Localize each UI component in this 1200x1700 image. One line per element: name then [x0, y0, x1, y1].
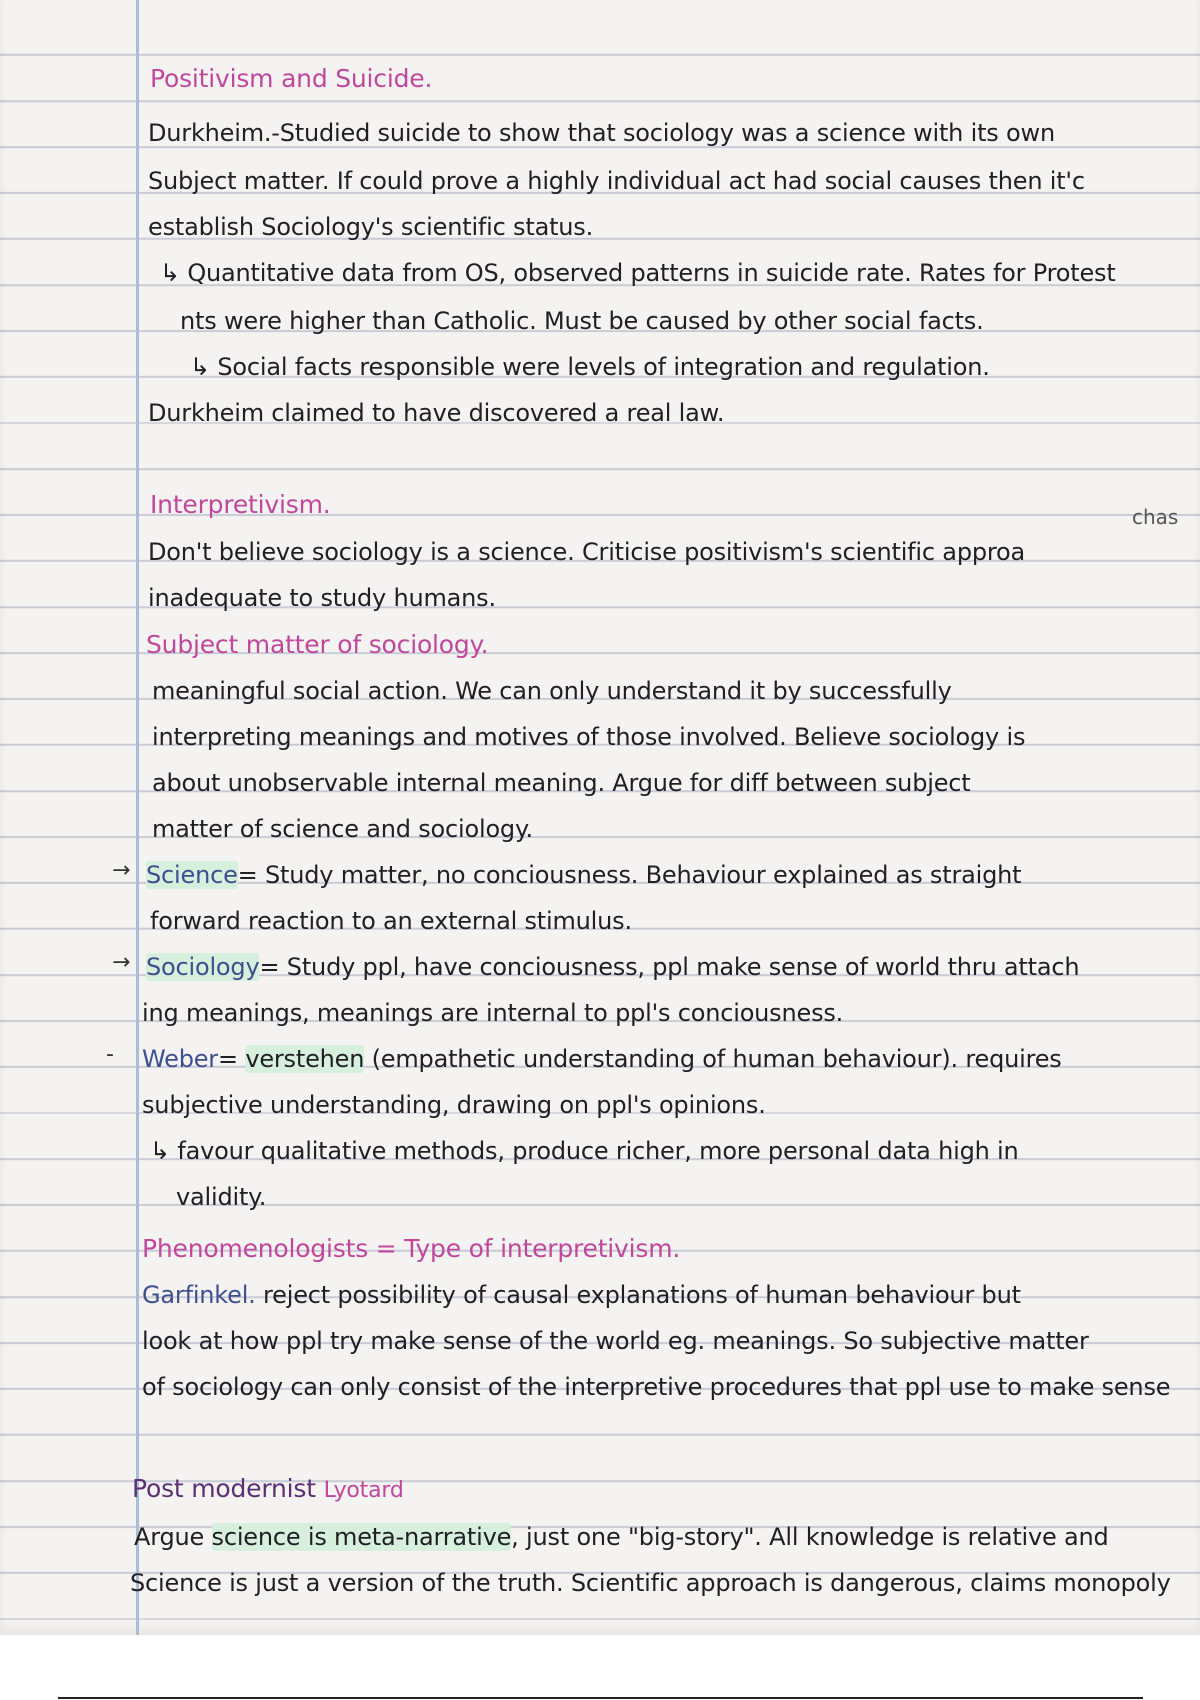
term-sociology: Sociology — [146, 953, 260, 981]
text-line: Durkheim claimed to have discovered a real law. — [148, 399, 725, 427]
weber-definition: (empathetic understanding of human behaviour). requires — [364, 1045, 1062, 1073]
term-weber: Weber — [142, 1045, 218, 1073]
meta-narrative-highlight: science is meta-narrative — [211, 1523, 512, 1551]
text-line: ing meanings, meanings are internal to ppl's conciousness. — [142, 999, 844, 1027]
footer-rule — [58, 1697, 1143, 1699]
text-line: Don't believe sociology is a science. Criticise positivism's scientific approa — [148, 538, 1026, 566]
postmodernist-label: Post modernist — [132, 1474, 316, 1503]
heading-positivism: Positivism and Suicide. — [150, 64, 433, 93]
name-garfinkel: Garfinkel. — [142, 1281, 256, 1309]
heading-subject-matter: Subject matter of sociology. — [146, 630, 489, 659]
text-line: ↳ Social facts responsible were levels of integration and regulation. — [190, 353, 990, 381]
term-verstehen: verstehen — [245, 1045, 365, 1073]
text-line: inadequate to study humans. — [148, 584, 496, 612]
text-line: Durkheim.-Studied suicide to show that sociology was a science with its own — [148, 119, 1055, 147]
text-line: look at how ppl try make sense of the world eg. meanings. So subjective matter — [142, 1327, 1089, 1355]
science-definition: = Study matter, no conciousness. Behaviour explained as straight — [237, 861, 1022, 889]
text-line: of sociology can only consist of the interpretive procedures that ppl use to make sense — [142, 1373, 1171, 1401]
text-line: nts were higher than Catholic. Must be caused by other social facts. — [180, 307, 984, 335]
text-line: Subject matter. If could prove a highly individual act had social causes then it'c — [148, 167, 1085, 195]
text-line: ↳ favour qualitative methods, produce richer, more personal data high in — [150, 1137, 1019, 1165]
text-line-weber — [142, 1044, 1062, 1074]
text-line: establish Sociology's scientific status. — [148, 213, 594, 241]
heading-phenomenologists: Phenomenologists = Type of interpretivism. — [142, 1234, 681, 1263]
text-line-postmodern-1 — [134, 1522, 1109, 1552]
name-lyotard: Lyotard — [323, 1478, 404, 1503]
arrow-icon: → — [112, 950, 131, 975]
postmodern-post: , just one "big-story". All knowledge is relative and — [511, 1523, 1109, 1551]
heading-interpretivism: Interpretivism. — [150, 490, 331, 519]
term-science: Science — [146, 861, 238, 889]
text-line: forward reaction to an external stimulus. — [150, 907, 632, 935]
text-line-garfinkel — [142, 1280, 1021, 1310]
heading-postmodernist — [132, 1474, 404, 1506]
text-line: about unobservable internal meaning. Argue for diff between subject — [152, 769, 971, 797]
text-line: ↳ Quantitative data from OS, observed patterns in suicide rate. Rates for Protest — [160, 259, 1116, 287]
sociology-definition: = Study ppl, have conciousness, ppl make sense of world thru attach — [259, 953, 1080, 981]
side-note: chas — [1132, 505, 1179, 529]
text-line: meaningful social action. We can only understand it by successfully — [152, 677, 952, 705]
text-line: Science is just a version of the truth. Scientific approach is dangerous, claims monopoly — [130, 1569, 1171, 1597]
arrow-icon: → — [112, 858, 131, 883]
text-line: subjective understanding, drawing on ppl's opinions. — [142, 1091, 766, 1119]
garfinkel-text: reject possibility of causal explanations of human behaviour but — [255, 1281, 1021, 1309]
text-line: interpreting meanings and motives of those involved. Believe sociology is — [152, 723, 1026, 751]
text-line-science — [146, 860, 1021, 890]
postmodern-pre: Argue — [134, 1523, 212, 1551]
dash-mark: - — [106, 1042, 114, 1067]
weber-equals: = — [217, 1045, 246, 1073]
text-line: matter of science and sociology. — [152, 815, 533, 843]
margin-line — [136, 0, 139, 1635]
text-line: validity. — [176, 1183, 267, 1211]
text-line-sociology — [146, 952, 1079, 982]
